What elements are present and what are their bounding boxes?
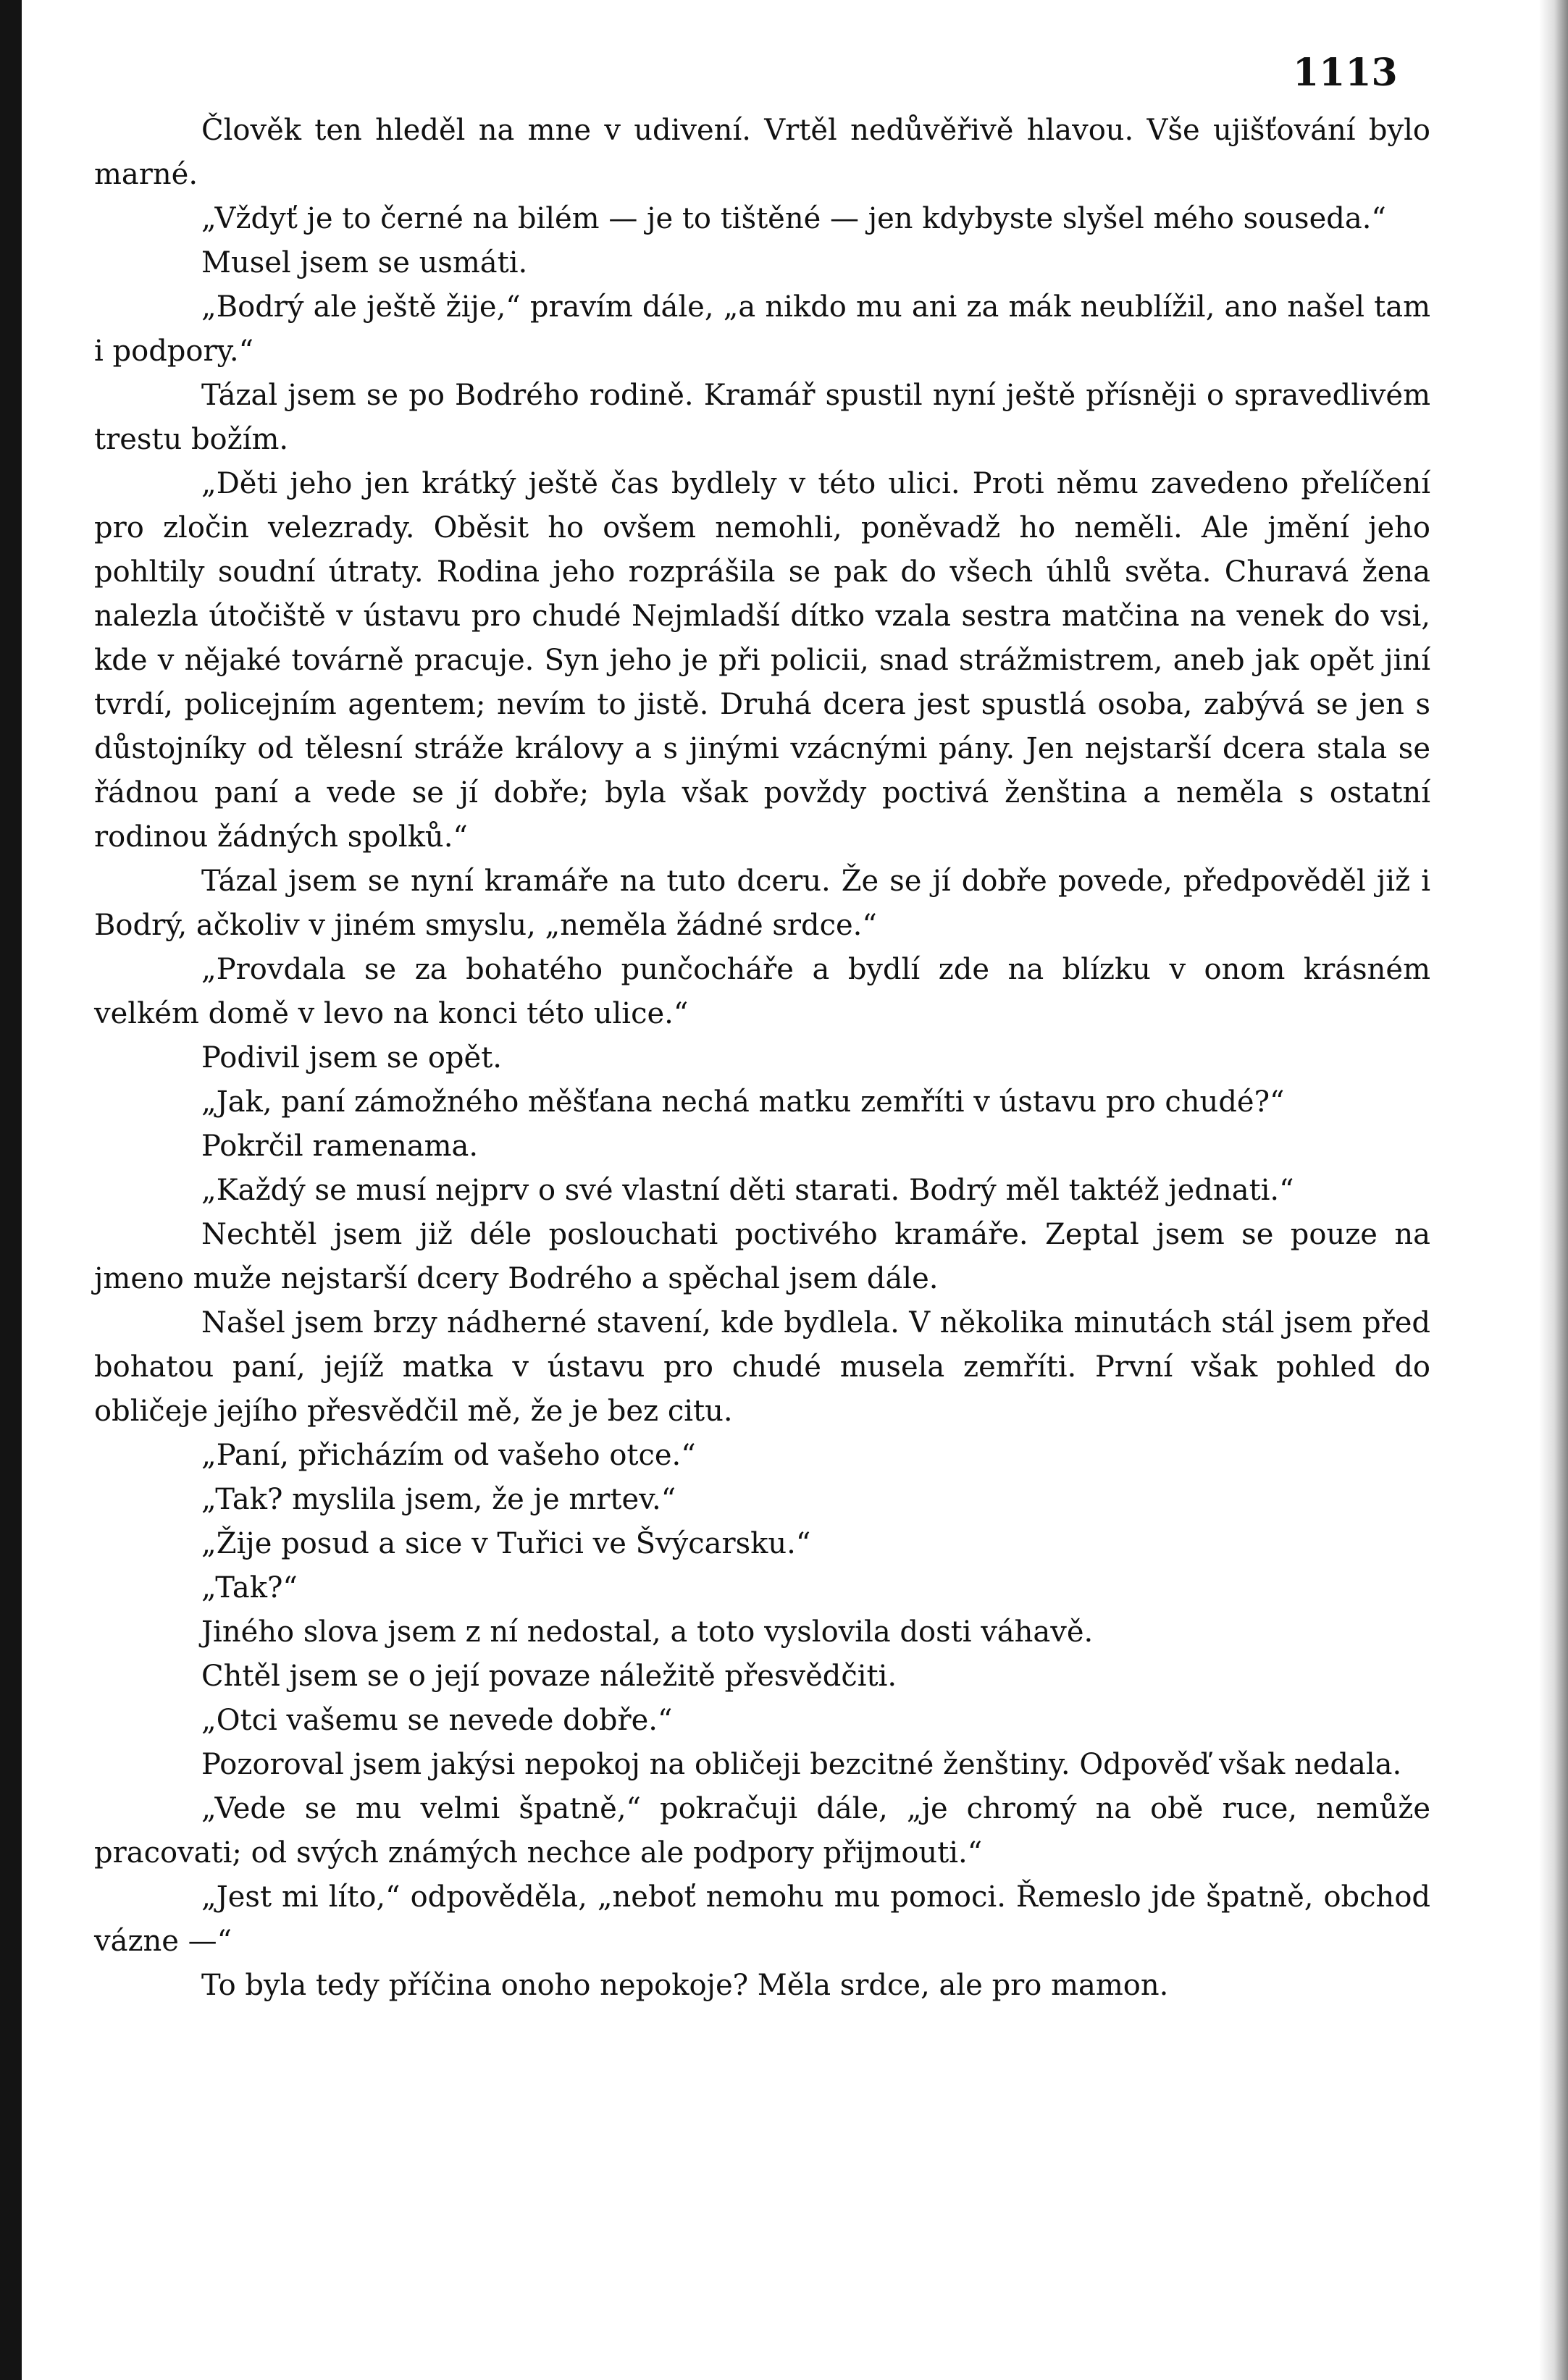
paragraph: „Jest mi líto,“ odpověděla, „neboť nemohu mu pomoci. Řemeslo jde špatně, obchod vázne —“ [94, 1880, 1430, 1958]
paragraph: „Tak? myslila jsem, že je mrtev.“ [201, 1483, 676, 1516]
paragraph: Podivil jsem se opět. [201, 1041, 502, 1075]
paragraph: „Vždyť je to černé na bilém — je to tištěné — jen kdybyste slyšel mého souseda.“ [201, 202, 1386, 235]
paragraph: Nechtěl jsem již déle poslouchati poctivého kramáře. Zeptal jsem se pouze na jmeno muže nejstarší dcery Bodrého a spěchal jsem dále. [94, 1218, 1430, 1295]
text-column [94, 109, 1430, 2008]
paragraph: Pozoroval jsem jakýsi nepokoj na obličeji bezcitné ženštiny. Odpověď však nedala. [201, 1748, 1402, 1781]
paragraph: To byla tedy příčina onoho nepokoje? Měla srdce, ale pro mamon. [201, 1969, 1169, 2002]
page-number: 1113 [1293, 51, 1398, 95]
paragraph: Tázal jsem se nyní kramáře na tuto dceru. Že se jí dobře povede, předpověděl již i Bodrý, ačkoliv v jiném smyslu, „neměla žádné srdce.“ [94, 865, 1430, 942]
paragraph: Tázal jsem se po Bodrého rodině. Kramář spustil nyní ještě přísněji o spravedlivém trestu božím. [94, 379, 1430, 456]
paragraph: „Jak, paní zámožného měšťana nechá matku zemříti v ústavu pro chudé?“ [201, 1085, 1285, 1119]
paragraph: „Každý se musí nejprv o své vlastní děti starati. Bodrý měl taktéž jednati.“ [201, 1174, 1294, 1207]
paragraph: „Děti jeho jen krátký ještě čas bydlely v této ulici. Proti němu zavedeno přelíčení pro zločin velezrady. Oběsit ho ovšem nemohli, poněvadž ho neměli. Ale jmění jeho pohltily soudní útraty. Rodina jeho rozprášila se pak do všech úhlů světa. Churavá žena nalezla útočiště v ústavu pro chudé Nejmladší dítko vzala sestra matčina na venek do vsi, kde v nějaké továrně pracuje. Syn jeho je při policii, snad strážmistrem, aneb jak opět jiní tvrdí, policejním agentem; nevím to jistě. Druhá dcera jest spustlá osoba, zabývá se jen s důstojníky od tělesní stráže královy a s jinými vzácnými pány. Jen nejstarší dcera stala se řádnou paní a vede se jí dobře; byla však povždy poctivá ženština a neměla s ostatní rodinou žádných spolků.“ [94, 467, 1430, 854]
paragraph: „Otci vašemu se nevede dobře.“ [201, 1704, 673, 1737]
paragraph: Chtěl jsem se o její povaze náležitě přesvědčiti. [201, 1660, 897, 1693]
paragraph: Musel jsem se usmáti. [201, 246, 528, 279]
paragraph: „Paní, přicházím od vašeho otce.“ [201, 1439, 696, 1472]
paragraph: „Provdala se za bohatého punčocháře a bydlí zde na blízku v onom krásném velkém domě v levo na konci této ulice.“ [94, 953, 1430, 1030]
paragraph: „Tak?“ [201, 1571, 298, 1605]
paragraph: Pokrčil ramenama. [201, 1130, 479, 1163]
paragraph: Jiného slova jsem z ní nedostal, a toto vyslovila dosti váhavě. [201, 1615, 1094, 1649]
paragraph: Člověk ten hleděl na mne v udivení. Vrtěl nedůvěřivě hlavou. Vše ujišťování bylo marné. [94, 114, 1430, 191]
book-page [22, 0, 1546, 2380]
paragraph: „Vede se mu velmi špatně,“ pokračuji dále, „je chromý na obě ruce, nemůže pracovati; od svých známých nechce ale podpory přijmouti.“ [94, 1792, 1430, 1870]
paragraph: „Žije posud a sice v Tuřici ve Švýcarsku.“ [201, 1527, 811, 1560]
paragraph: „Bodrý ale ještě žije,“ pravím dále, „a nikdo mu ani za mák neublížil, ano našel tam i podpory.“ [94, 290, 1430, 368]
page-edge-shadow [1539, 0, 1568, 2380]
paragraph: Našel jsem brzy nádherné stavení, kde bydlela. V několika minutách stál jsem před bohatou paní, jejíž matka v ústavu pro chudé musela zemříti. První však pohled do obličeje jejího přesvědčil mě, že je bez citu. [94, 1306, 1430, 1428]
